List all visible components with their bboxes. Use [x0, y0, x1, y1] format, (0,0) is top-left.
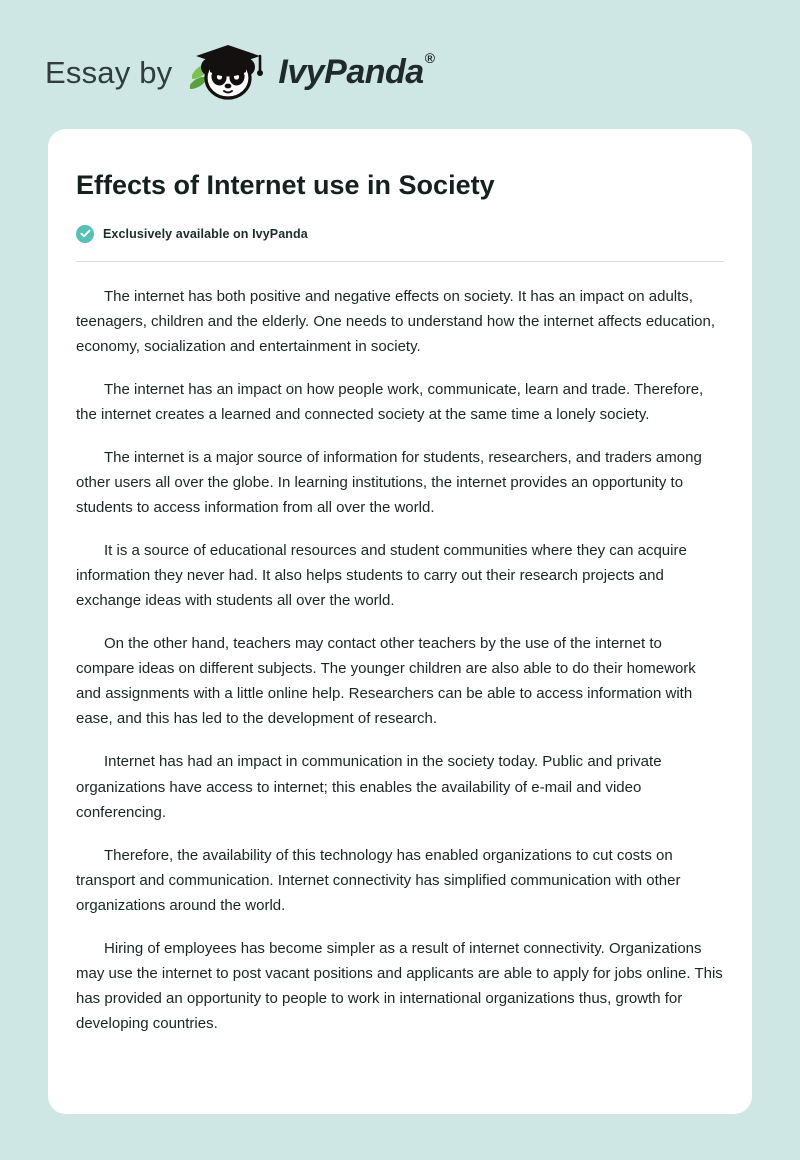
paragraph: Therefore, the availability of this technology has enabled organizations to cut costs on transport and communication. Internet connectivity has simplified communication with other organizations around the world. — [76, 846, 681, 914]
panda-graduate-icon — [186, 41, 270, 105]
status-badge — [76, 225, 724, 243]
paragraph: The internet has both positive and negative effects on society. It has an impact on adults, teenagers, children and the elderly. One needs to understand how the internet affects education, economy, socialization and entertainment in society. — [76, 287, 716, 355]
paragraph: Internet has had an impact in communication in the society today. Public and private organizations have access to internet; this enables the availability of e-mail and video conferencing. — [76, 753, 662, 821]
ivypanda-logo[interactable] — [186, 41, 433, 105]
paragraph: On the other hand, teachers may contact other teachers by the use of the internet to compare ideas on different subjects. The younger children are also able to do their homework and assignments with a little online help. Researchers can be able to access information with ease, and this has led to the development of research. — [76, 635, 696, 728]
paragraph: The internet is a major source of information for students, researchers, and traders among other users all over the globe. In learning institutions, the internet provides an opportunity to students to access information from all over the world. — [76, 448, 702, 517]
paragraph: Hiring of employees has become simpler as a result of internet connectivity. Organizations may use the internet to post vacant positions and applicants are able to apply for jobs online. This has provided an opportunity to people to work in international organizations thus, growth for developing countries. — [76, 939, 723, 1032]
paragraph: The internet has an impact on how people work, communicate, learn and trade. Therefore, the internet creates a learned and connected society at the same time a lonely society. — [76, 380, 704, 423]
check-circle-icon — [76, 225, 94, 243]
brand-name: IvyPanda® — [278, 49, 435, 91]
essay-body — [76, 284, 724, 1036]
title-divider — [76, 261, 724, 262]
essay-by-label: Essay by — [45, 54, 173, 90]
page-title: Effects of Internet use in Society — [76, 170, 495, 200]
brand-header — [0, 0, 800, 115]
registered-mark: ® — [424, 49, 435, 66]
document-card — [48, 129, 752, 1114]
paragraph: It is a source of educational resources and student communities where they can acquire information they never had. It also helps students to carry out their research projects and exchange ideas with students all over the world. — [76, 542, 687, 610]
exclusive-label: Exclusively available on IvyPanda — [103, 226, 308, 241]
